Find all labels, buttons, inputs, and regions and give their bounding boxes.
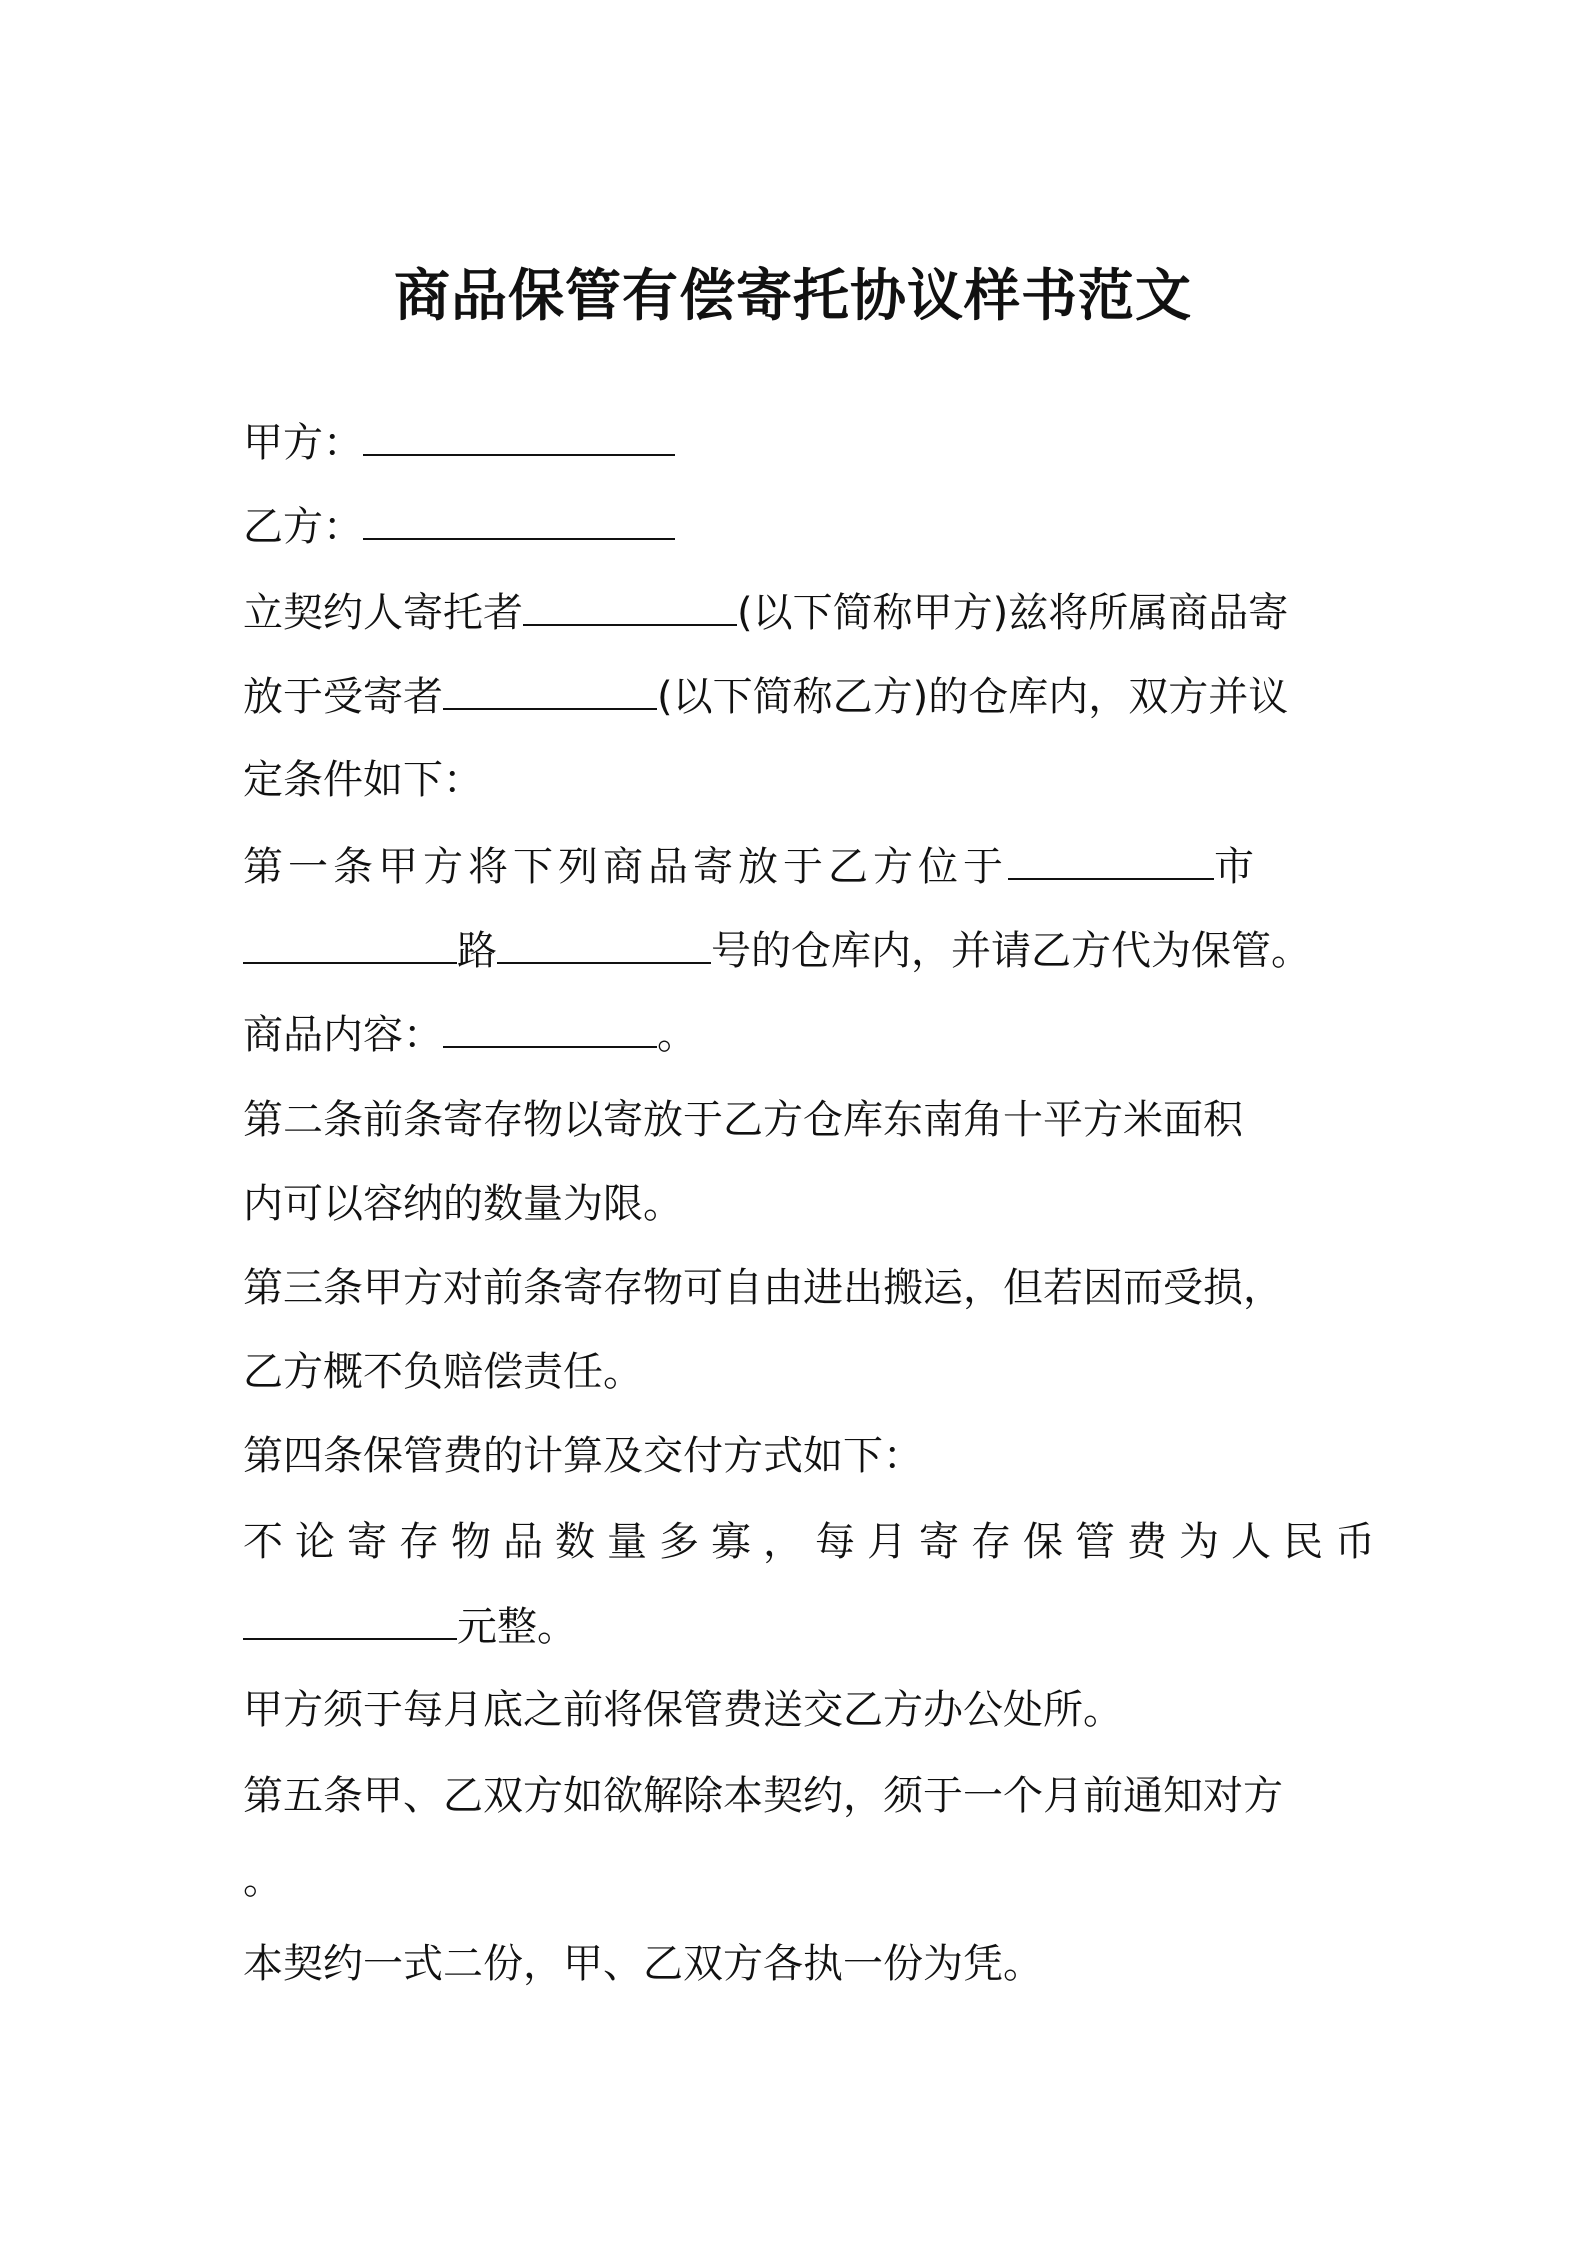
intro-line-1	[243, 584, 1353, 641]
goods-content-blank	[443, 1006, 657, 1048]
party-a-line	[243, 414, 1353, 471]
article1-line-1	[243, 838, 1353, 895]
city-blank	[1008, 838, 1214, 880]
intro-text-2a: 放于受寄者	[243, 674, 443, 720]
party-a-blank	[363, 414, 675, 456]
closing-line: 本契约一式二份，甲、乙双方各执一份为凭。	[243, 1941, 1043, 1987]
intro-text-1b: (以下简称甲方)兹将所属商品寄	[737, 590, 1289, 636]
article4-line-3	[243, 1598, 1353, 1655]
party-a-label: 甲方：	[243, 420, 363, 466]
depositary-blank	[443, 668, 657, 710]
goods-content-end: 。	[657, 1012, 697, 1058]
number-blank	[497, 922, 711, 964]
article1-text-2a: 路	[457, 928, 497, 974]
article4-line-2: 不论寄存物品数量多寡，每月寄存保管费为人民币	[243, 1519, 1387, 1565]
intro-line-2	[243, 668, 1353, 725]
article4-text-3: 元整。	[457, 1604, 577, 1650]
article4-line-1: 第四条保管费的计算及交付方式如下：	[243, 1433, 923, 1479]
goods-content-label: 商品内容：	[243, 1012, 443, 1058]
document-title: 商品保管有偿寄托协议样书范文	[394, 264, 1192, 329]
article3-line-1: 第三条甲方对前条寄存物可自由进出搬运，但若因而受损，	[243, 1265, 1283, 1311]
party-b-blank	[363, 498, 675, 540]
road-blank	[243, 922, 457, 964]
intro-line-3: 定条件如下：	[243, 757, 483, 803]
party-b-label: 乙方：	[243, 504, 363, 550]
article5-line-1: 第五条甲、乙双方如欲解除本契约，须于一个月前通知对方	[243, 1773, 1283, 1819]
depositor-blank	[523, 584, 737, 626]
article2-line-1: 第二条前条寄存物以寄放于乙方仓库东南角十平方米面积	[243, 1097, 1243, 1143]
article1-text-1a: 第一条甲方将下列商品寄放于乙方位于	[243, 844, 1008, 890]
article4-line-4: 甲方须于每月底之前将保管费送交乙方办公处所。	[243, 1687, 1123, 1733]
intro-text-2b: (以下简称乙方)的仓库内，双方并议	[657, 674, 1289, 720]
party-b-line	[243, 498, 1353, 555]
fee-amount-blank	[243, 1598, 457, 1640]
goods-content-line	[243, 1006, 1353, 1063]
article3-line-2: 乙方概不负赔偿责任。	[243, 1349, 643, 1395]
article1-text-1b: 市	[1214, 844, 1259, 890]
article1-text-2b: 号的仓库内，并请乙方代为保管。	[711, 928, 1311, 974]
article2-line-2: 内可以容纳的数量为限。	[243, 1181, 683, 1227]
article5-line-2: 。	[243, 1857, 283, 1903]
article1-line-2	[243, 922, 1353, 979]
intro-text-1a: 立契约人寄托者	[243, 590, 523, 636]
